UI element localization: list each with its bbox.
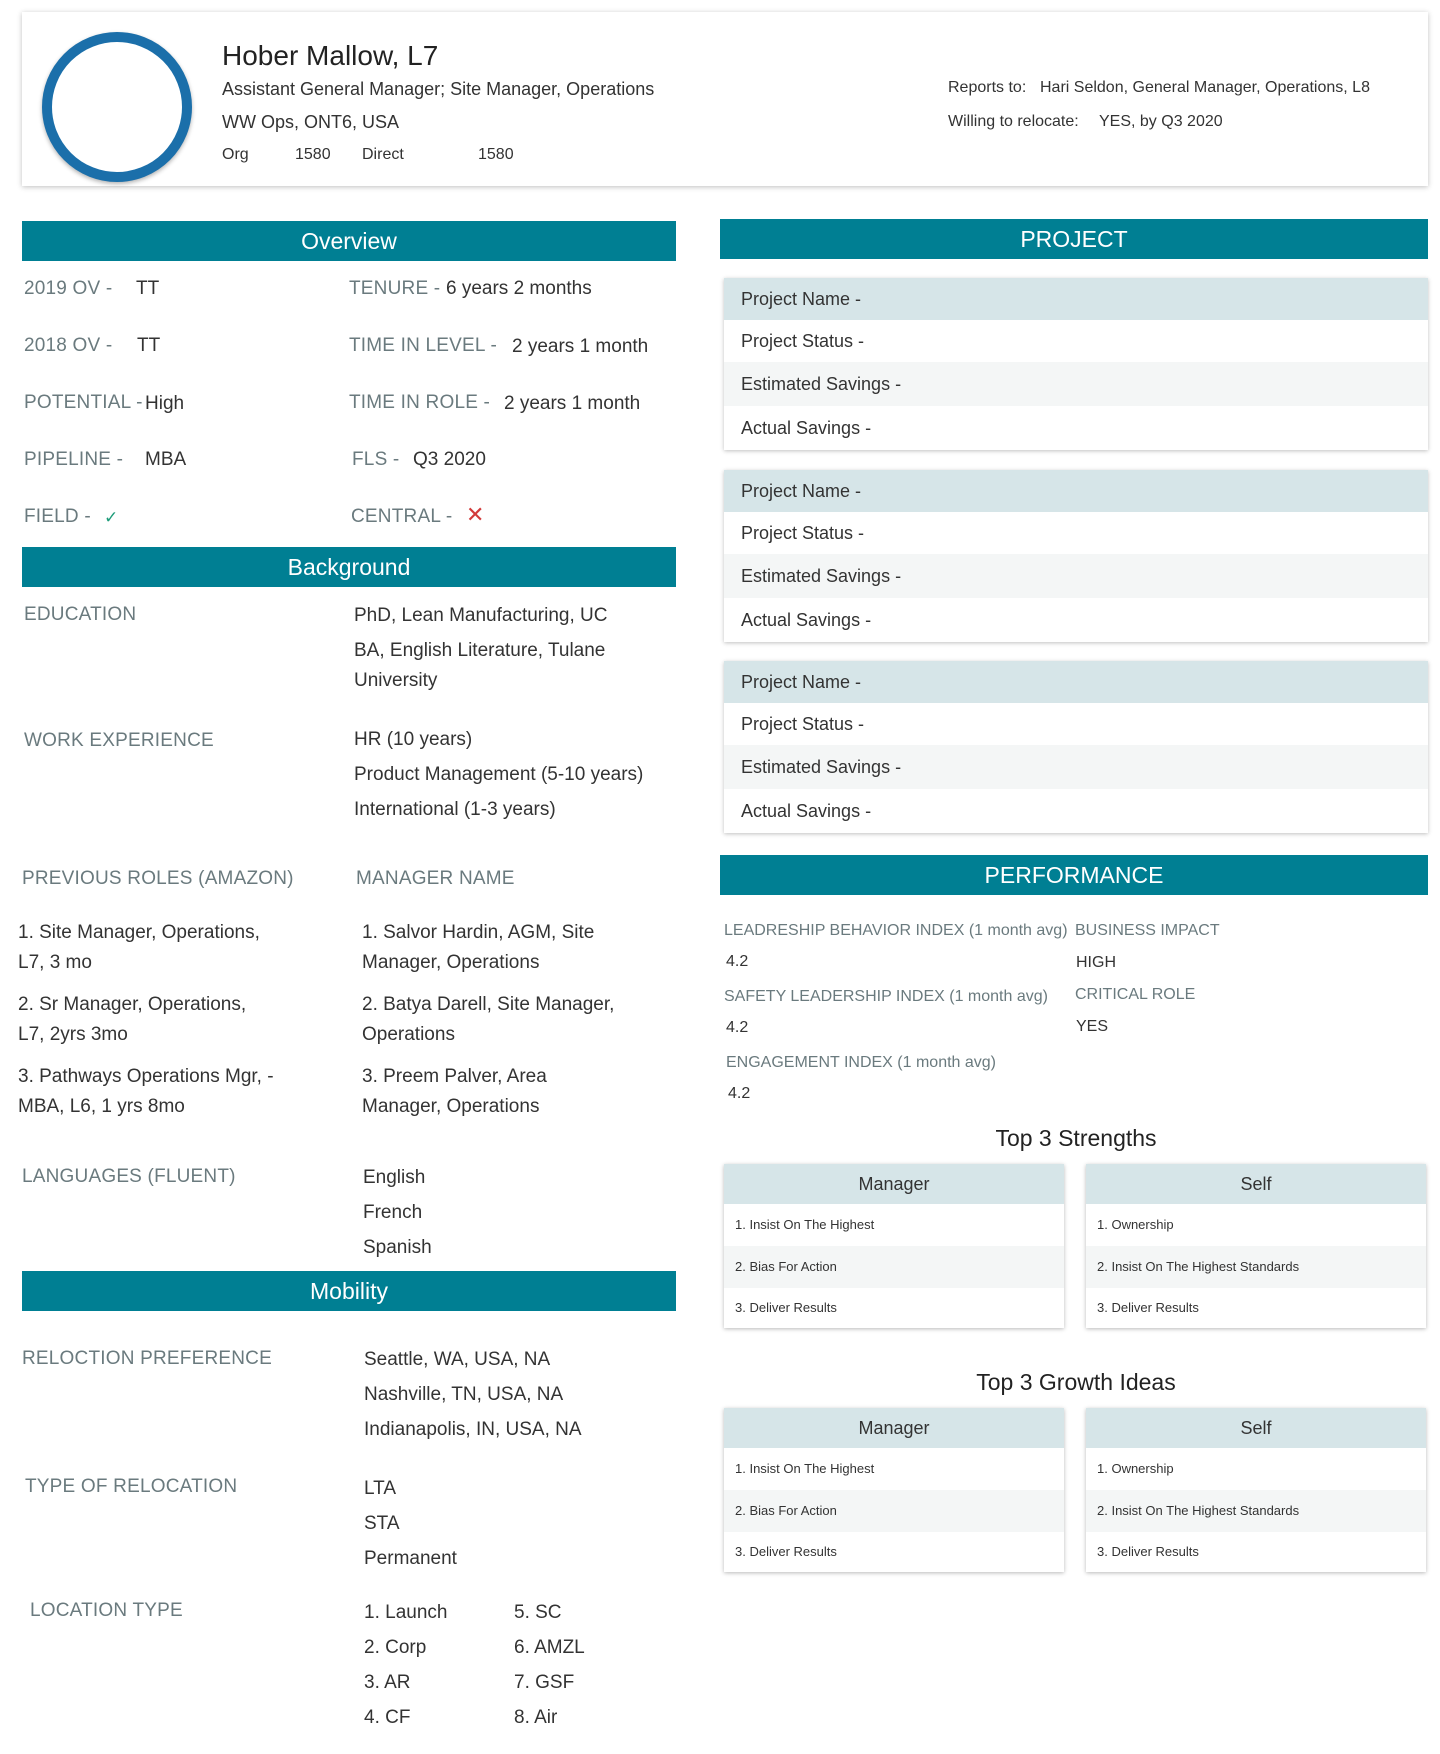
growth-item: 2. Insist On The Highest Standards (1086, 1490, 1426, 1532)
strengths-manager-card (724, 1164, 1064, 1328)
work-item: International (1-3 years) (354, 799, 556, 820)
location-type-item: 1. Launch (364, 1602, 448, 1623)
relocation-preference-item: Indianapolis, IN, USA, NA (364, 1419, 582, 1440)
time-in-role-label: TIME IN ROLE - (349, 392, 491, 413)
performance-section-header: PERFORMANCE (720, 855, 1428, 895)
language-item: Spanish (363, 1237, 432, 1258)
pipeline-value: MBA (145, 449, 187, 470)
education-item: BA, English Literature, Tulane University (354, 640, 606, 691)
self-column-header: Self (1086, 1164, 1426, 1204)
previous-role-item: 2. Sr Manager, Operations, L7, 2yrs 3mo (18, 994, 247, 1045)
self-column-header: Self (1086, 1408, 1426, 1448)
growth-manager-card (724, 1408, 1064, 1572)
location-type-item: 3. AR (364, 1672, 411, 1693)
fls-label: FLS - (352, 449, 400, 470)
growth-item: 1. Insist On The Highest (735, 1461, 875, 1476)
manager-item: 2. Batya Darell, Site Manager, Operations (362, 994, 615, 1045)
manager-column-header: Manager (724, 1164, 1064, 1204)
manager-column-header: Manager (724, 1408, 1064, 1448)
time-in-level-value: 2 years 1 month (512, 336, 649, 357)
tenure-label: TENURE - (349, 278, 441, 299)
project-actual-savings: Actual Savings - (741, 418, 872, 438)
safety-leadership-index-value: 4.2 (726, 1019, 749, 1036)
central-label: CENTRAL - (351, 506, 453, 527)
strengths-self-card (1086, 1164, 1426, 1328)
ov2018-value: TT (137, 335, 161, 356)
project-actual-savings: Actual Savings - (741, 610, 872, 630)
business-impact-value: HIGH (1076, 954, 1116, 971)
project-name: Project Name - (724, 470, 1428, 512)
languages-label: LANGUAGES (FLUENT) (22, 1166, 236, 1187)
leadership-behavior-index-value: 4.2 (726, 953, 749, 970)
manager-item: 3. Preem Palver, Area Manager, Operations (362, 1066, 547, 1117)
manager-item: 1. Salvor Hardin, AGM, Site Manager, Operations (362, 922, 595, 973)
relocation-type-label: TYPE OF RELOCATION (25, 1476, 238, 1497)
reports-to-label: Reports to: (948, 79, 1027, 96)
time-in-role-value: 2 years 1 month (504, 393, 641, 414)
location-type-item: 6. AMZL (514, 1637, 585, 1658)
relocate-label: Willing to relocate: (948, 113, 1079, 130)
previous-role-item: 1. Site Manager, Operations, L7, 3 mo (18, 922, 260, 973)
relocation-type-item: LTA (364, 1478, 397, 1499)
top-growth-ideas-title: Top 3 Growth Ideas (976, 1369, 1176, 1395)
growth-item: 3. Deliver Results (1097, 1544, 1199, 1559)
reports-to-value[interactable]: Hari Seldon, General Manager, Operations, L8 (1040, 79, 1370, 96)
strength-item: 1. Insist On The Highest (735, 1217, 875, 1232)
strength-item: 2. Insist On The Highest Standards (1086, 1246, 1426, 1288)
relocation-type-item: STA (364, 1513, 400, 1534)
education-label: EDUCATION (24, 604, 137, 625)
cross-icon: ✕ (466, 502, 485, 527)
avatar[interactable] (42, 32, 192, 182)
project-section-header: PROJECT (720, 219, 1428, 259)
check-icon: ✓ (104, 508, 119, 527)
project-actual-savings: Actual Savings - (741, 801, 872, 821)
relocate-value: YES, by Q3 2020 (1099, 113, 1223, 130)
ov2019-value: TT (136, 278, 160, 299)
location-type-item: 8. Air (514, 1707, 558, 1727)
project-status: Project Status - (741, 331, 865, 351)
potential-value: High (145, 393, 185, 414)
previous-role-item: 3. Pathways Operations Mgr, - MBA, L6, 1 yrs 8mo (18, 1066, 274, 1117)
direct-label: Direct (362, 146, 404, 163)
growth-item: 3. Deliver Results (735, 1544, 837, 1559)
business-impact-label: BUSINESS IMPACT (1075, 922, 1220, 939)
project-status: Project Status - (741, 523, 865, 543)
project-card[interactable] (724, 278, 1428, 450)
profile-header-card (22, 12, 1428, 186)
education-item: PhD, Lean Manufacturing, UC (354, 605, 608, 626)
project-card[interactable] (724, 470, 1428, 642)
field-label: FIELD - (24, 506, 91, 527)
direct-value: 1580 (478, 146, 514, 163)
project-name: Project Name - (724, 661, 1428, 703)
employee-name: Hober Mallow, L7 (222, 40, 439, 71)
relocation-preference-label: RELOCTION PREFERENCE (22, 1348, 272, 1369)
location-type-item: 7. GSF (514, 1672, 575, 1693)
critical-role-label: CRITICAL ROLE (1075, 986, 1196, 1003)
relocation-preference-item: Nashville, TN, USA, NA (364, 1384, 564, 1405)
employee-location: WW Ops, ONT6, USA (222, 112, 400, 132)
growth-item: 2. Bias For Action (724, 1490, 1064, 1532)
engagement-index-label: ENGAGEMENT INDEX (1 month avg) (726, 1054, 996, 1071)
location-type-item: 2. Corp (364, 1637, 427, 1658)
project-estimated-savings: Estimated Savings - (724, 745, 1428, 789)
org-label: Org (222, 146, 249, 163)
project-name: Project Name - (724, 278, 1428, 320)
org-value: 1580 (295, 146, 331, 163)
growth-item: 1. Ownership (1097, 1461, 1174, 1476)
strength-item: 3. Deliver Results (1097, 1300, 1199, 1315)
previous-roles-label: PREVIOUS ROLES (AMAZON) (22, 868, 294, 889)
strength-item: 1. Ownership (1097, 1217, 1174, 1232)
ov2019-label: 2019 OV - (24, 278, 113, 299)
mobility-section-header: Mobility (22, 1271, 676, 1311)
language-item: French (363, 1202, 423, 1223)
relocation-type-item: Permanent (364, 1548, 457, 1569)
leadership-behavior-index-label: LEADRESHIP BEHAVIOR INDEX (1 month avg) (724, 922, 1068, 939)
project-estimated-savings: Estimated Savings - (724, 362, 1428, 406)
project-status: Project Status - (741, 714, 865, 734)
growth-self-card (1086, 1408, 1426, 1572)
location-type-item: 4. CF (364, 1707, 411, 1727)
top-strengths-title: Top 3 Strengths (995, 1125, 1157, 1151)
potential-label: POTENTIAL - (24, 392, 143, 413)
manager-name-label: MANAGER NAME (356, 868, 515, 889)
location-type-label: LOCATION TYPE (30, 1600, 183, 1621)
work-experience-label: WORK EXPERIENCE (24, 730, 214, 751)
project-estimated-savings: Estimated Savings - (724, 554, 1428, 598)
background-section-header: Background (22, 547, 676, 587)
relocation-preference-item: Seattle, WA, USA, NA (364, 1349, 551, 1370)
strength-item: 3. Deliver Results (735, 1300, 837, 1315)
language-item: English (363, 1167, 426, 1188)
critical-role-value: YES (1076, 1018, 1109, 1035)
tenure-value: 6 years 2 months (446, 278, 592, 298)
overview-section-header: Overview (22, 221, 676, 261)
work-item: HR (10 years) (354, 729, 473, 750)
safety-leadership-index-label: SAFETY LEADERSHIP INDEX (1 month avg) (724, 988, 1048, 1005)
location-type-item: 5. SC (514, 1602, 562, 1623)
pipeline-label: PIPELINE - (24, 449, 124, 470)
project-card[interactable] (724, 661, 1428, 833)
engagement-index-value: 4.2 (728, 1085, 751, 1102)
work-item: Product Management (5-10 years) (354, 764, 644, 785)
time-in-level-label: TIME IN LEVEL - (349, 335, 497, 356)
fls-value: Q3 2020 (413, 449, 486, 470)
employee-title: Assistant General Manager; Site Manager, Operations (222, 79, 655, 99)
ov2018-label: 2018 OV - (24, 335, 113, 356)
strength-item: 2. Bias For Action (724, 1246, 1064, 1288)
